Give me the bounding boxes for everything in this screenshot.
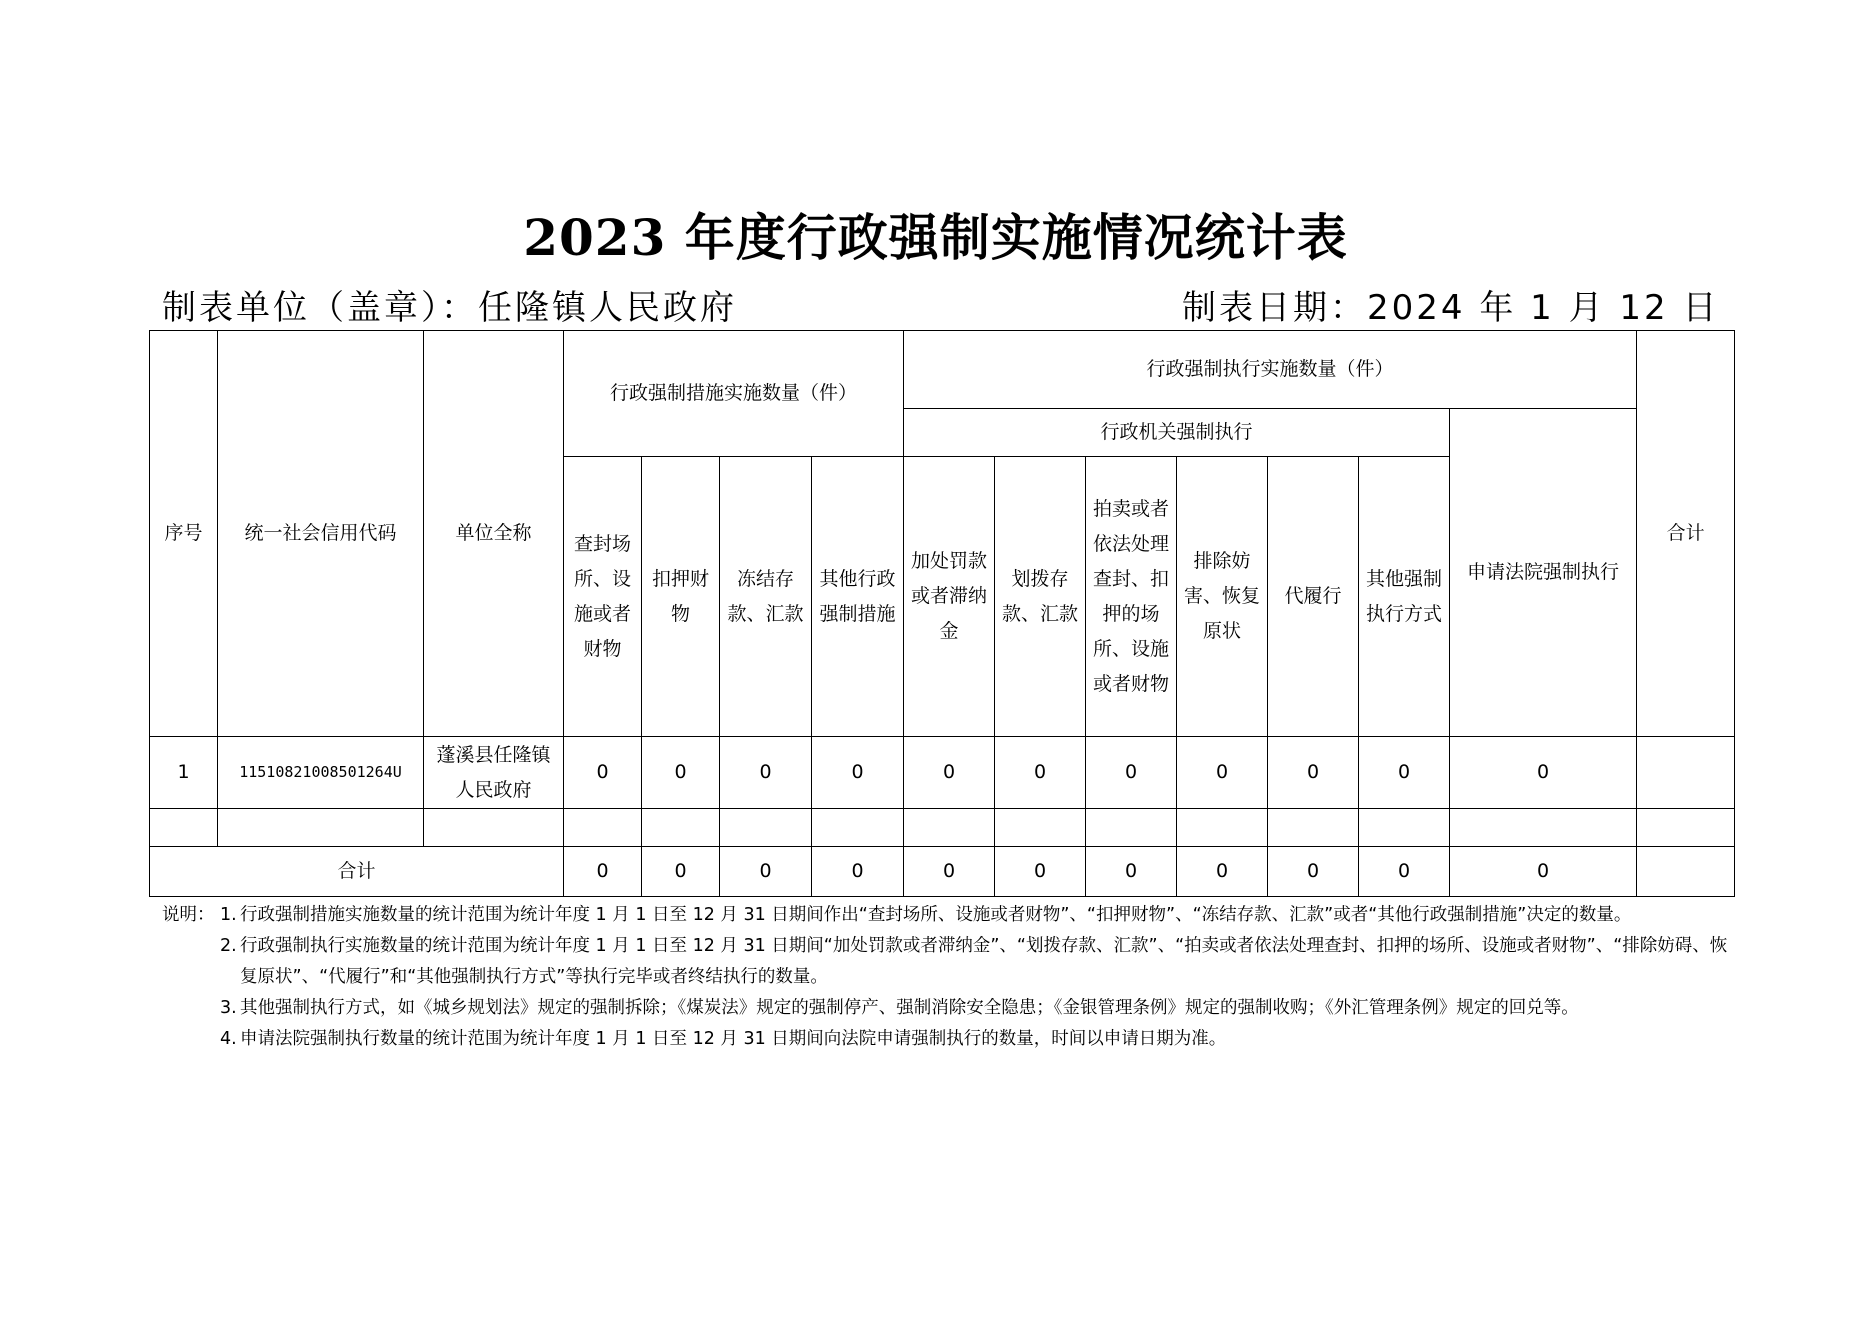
total-value: 0 [642, 847, 720, 897]
issuing-unit: 制表单位（盖章）：任隆镇人民政府 [162, 288, 737, 328]
header-exec-remove: 排除妨害、恢复原状 [1177, 457, 1268, 737]
row-value: 0 [1177, 737, 1268, 809]
header-measure-other: 其他行政强制措施 [812, 457, 904, 737]
total-value: 0 [995, 847, 1086, 897]
note-item [162, 931, 1732, 993]
note-number: 3. [220, 998, 237, 1018]
header-measure-seize: 扣押财物 [642, 457, 720, 737]
total-value: 0 [812, 847, 904, 897]
row-value: 0 [1268, 737, 1359, 809]
row-value: 0 [642, 737, 720, 809]
header-row-1 [150, 331, 1735, 409]
note-text: 其他强制执行方式，如《城乡规划法》规定的强制拆除；《煤炭法》规定的强制停产、强制消除安全隐患；《金银管理条例》规定的强制收购；《外汇管理条例》规定的回兑等。 [240, 998, 1579, 1018]
total-value: 0 [1177, 847, 1268, 897]
row-value: 0 [904, 737, 995, 809]
row-value: 0 [995, 737, 1086, 809]
header-seq: 序号 [150, 331, 218, 737]
row-value: 0 [1359, 737, 1450, 809]
table-row [150, 737, 1735, 809]
header-court-exec: 申请法院强制执行 [1450, 409, 1637, 737]
total-label: 合计 [150, 847, 564, 897]
header-credit-code: 统一社会信用代码 [218, 331, 424, 737]
notes-label: 说明： [162, 905, 215, 925]
statistics-table [149, 330, 1735, 897]
header-exec-transfer: 划拨存款、汇款 [995, 457, 1086, 737]
row-value: 0 [1086, 737, 1177, 809]
header-exec-substitute: 代履行 [1268, 457, 1359, 737]
header-exec-fine: 加处罚款或者滞纳金 [904, 457, 995, 737]
empty-row [150, 809, 1735, 847]
row-unit-name: 蓬溪县任隆镇人民政府 [424, 737, 564, 809]
header-admin-exec-group: 行政机关强制执行 [904, 409, 1450, 457]
header-measure-freeze: 冻结存款、汇款 [720, 457, 812, 737]
total-value: 0 [904, 847, 995, 897]
note-text: 行政强制措施实施数量的统计范围为统计年度 1 月 1 日至 12 月 31 日期间作出“查封场所、设施或者财物”、“扣押财物”、“冻结存款、汇款”或者“其他行政强制措施”决定的数量。 [240, 905, 1632, 925]
notes-section [162, 900, 1732, 1055]
row-value: 0 [720, 737, 812, 809]
row-value: 0 [1450, 737, 1637, 809]
note-number: 1. [220, 905, 237, 925]
total-value: 0 [720, 847, 812, 897]
total-value: 0 [1086, 847, 1177, 897]
row-total [1637, 737, 1735, 809]
total-value: 0 [1450, 847, 1637, 897]
total-row [150, 847, 1735, 897]
issue-date: 制表日期：2024 年 1 月 12 日 [1182, 288, 1720, 328]
note-item [162, 1024, 1732, 1055]
header-total: 合计 [1637, 331, 1735, 737]
header-execution-group: 行政强制执行实施数量（件） [904, 331, 1637, 409]
header-exec-auction: 拍卖或者依法处理查封、扣押的场所、设施或者财物 [1086, 457, 1177, 737]
note-number: 4. [220, 1029, 237, 1049]
header-measure-seal: 查封场所、设施或者财物 [564, 457, 642, 737]
row-credit-code: 11510821008501264U [218, 737, 424, 809]
total-value: 0 [564, 847, 642, 897]
row-value: 0 [812, 737, 904, 809]
note-number: 2. [220, 936, 237, 956]
row-value: 0 [564, 737, 642, 809]
note-item [162, 900, 1732, 931]
total-value: 0 [1268, 847, 1359, 897]
header-unit-name: 单位全称 [424, 331, 564, 737]
total-sum [1637, 847, 1735, 897]
note-text: 行政强制执行实施数量的统计范围为统计年度 1 月 1 日至 12 月 31 日期间“加处罚款或者滞纳金”、“划拨存款、汇款”、“拍卖或者依法处理查封、扣押的场所、设施或者财物”、“排除妨碍、恢复原状”、“代履行”和“其他强制执行方式”等执行完毕或者终结执行的数量。 [240, 936, 1728, 987]
row-seq: 1 [150, 737, 218, 809]
header-exec-other: 其他强制执行方式 [1359, 457, 1450, 737]
note-text: 申请法院强制执行数量的统计范围为统计年度 1 月 1 日至 12 月 31 日期间向法院申请强制执行的数量，时间以申请日期为准。 [240, 1029, 1227, 1049]
page-title: 2023 年度行政强制实施情况统计表 [523, 208, 1348, 267]
header-measures-group: 行政强制措施实施数量（件） [564, 331, 904, 457]
total-value: 0 [1359, 847, 1450, 897]
note-item [162, 993, 1732, 1024]
